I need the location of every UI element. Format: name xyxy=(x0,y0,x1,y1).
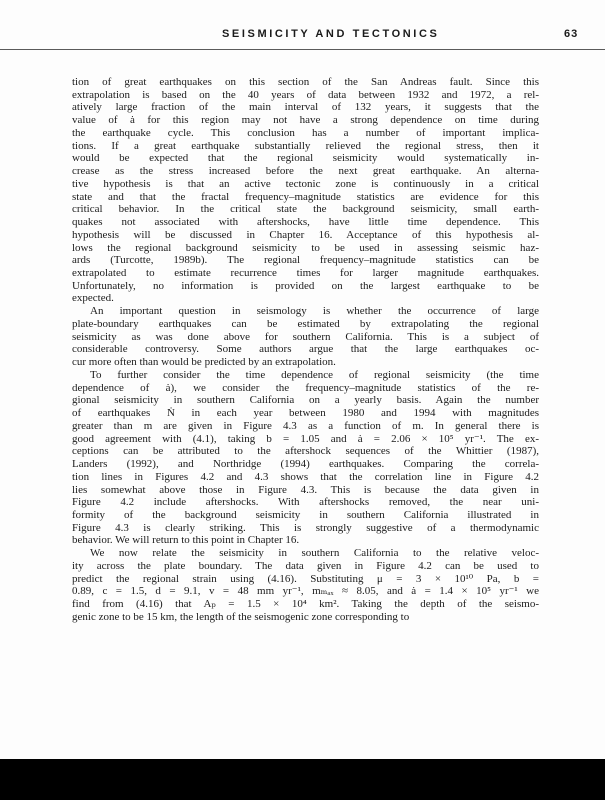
text-line: ity across the plate boundary. The data given in Figure 4.2 can be used to xyxy=(72,559,539,572)
text-line: crease as the stress increased before the next great earthquake. An alterna- xyxy=(72,165,539,178)
paragraph xyxy=(72,547,539,623)
text-line: of earthquakes Ṅ in each year between 1980 and 1994 with magnitudes xyxy=(72,407,539,420)
text-line: tion of great earthquakes on this section of the San Andreas fault. Since this xyxy=(72,76,539,88)
text-line: behavior. We will return to this point in Chapter 16. xyxy=(72,534,300,547)
paragraph xyxy=(72,305,539,369)
text-line: tions. If a great earthquake substantially relieved the regional stress, then it xyxy=(72,139,539,152)
text-line: critical behavior. In the critical state the background seismicity, small earth- xyxy=(72,203,539,216)
text-line: state and that the fractal frequency–magnitude statistics are evidence for this xyxy=(72,190,539,203)
text-line: dependence of ȧ), we consider the frequency–magnitude statistics of the re- xyxy=(72,381,539,394)
text-line: good agreement with (4.1), taking b = 1.05 and ȧ = 2.06 × 10⁵ yr⁻¹. The ex- xyxy=(72,432,539,445)
text-line: quakes not associated with aftershocks, have little time dependence. This xyxy=(72,216,539,229)
text-line: atively large fraction of the main interval of 132 years, it suggests that the xyxy=(72,101,539,114)
text-line: would be expected that the regional seismicity would systematically in- xyxy=(72,152,539,165)
paragraph xyxy=(72,369,539,547)
text-line: To further consider the time dependence of regional seismicity (the time xyxy=(90,368,539,381)
paragraph xyxy=(72,76,539,305)
text-line: An important question in seismology is whether the occurrence of large xyxy=(90,305,539,318)
text-line: Figure 4.2 include aftershocks. With aftershocks removed, the near uni- xyxy=(72,496,539,509)
text-line: lows the regional background seismicity to be used in assessing seismic haz- xyxy=(72,241,539,254)
text-line: find from (4.16) that Aₚ = 1.5 × 10⁴ km². Taking the depth of the seismo- xyxy=(72,598,539,611)
text-line: ceptions can be attributed to the aftershock sequences of the Whittier (1987), xyxy=(72,445,539,458)
header-rule xyxy=(0,49,605,50)
text-line: tive hypothesis is that an active tectonic zone is continuously in a critical xyxy=(72,177,539,190)
text-line: plate-boundary earthquakes can be estimated by extrapolating the regional xyxy=(72,317,539,330)
text-line: 0.89, c = 1.5, d = 9.1, v = 48 mm yr⁻¹, mₘₐₓ ≈ 8.05, and ȧ = 1.4 × 10⁵ yr⁻¹ we xyxy=(72,585,539,598)
text-line: predict the regional strain using (4.16). Substituting μ = 3 × 10¹⁰ Pa, b = xyxy=(72,572,539,585)
text-line: greater than m are given in Figure 4.3 as a function of m. In general there is xyxy=(72,419,539,432)
text-line: Figure 4.3 is clearly striking. This is strongly suggestive of a thermodynamic xyxy=(72,521,539,534)
page-number: 63 xyxy=(564,28,579,40)
running-header xyxy=(0,28,605,44)
text-line: cur more often than would be predicted by an extrapolation. xyxy=(72,356,336,369)
text-line: Landers (1992), and Northridge (1994) earthquakes. Comparing the correla- xyxy=(72,458,539,471)
text-line: the earthquake cycle. This conclusion has a number of important implica- xyxy=(72,126,539,139)
text-line: extrapolation is based on the 40 years of data between 1932 and 1972, a rel- xyxy=(72,88,539,101)
text-line: hypothesis will be discussed in Chapter 16. Acceptance of this hypothesis al- xyxy=(72,228,539,241)
text-line: gional seismicity in southern California on a yearly basis. Again the number xyxy=(72,394,539,407)
text-line: seismicity as was done above for southern California. This is a subject of xyxy=(72,330,539,343)
text-line: expected. xyxy=(72,292,114,305)
text-line: We now relate the seismicity in southern California to the relative veloc- xyxy=(90,547,539,560)
text-line: formity of the background seismicity in southern California illustrated in xyxy=(72,508,539,521)
text-line: considerable controversy. Some authors argue that the large earthquakes oc- xyxy=(72,343,539,356)
text-line: value of ȧ for this region may not have a strong dependence on time during xyxy=(72,114,539,127)
running-title: SEISMICITY AND TECTONICS xyxy=(222,28,440,40)
text-line: ards (Turcotte, 1989b). The regional frequency–magnitude statistics can be xyxy=(72,254,539,267)
text-line: Unfortunately, no information is provided on the largest earthquake to be xyxy=(72,279,539,292)
text-line: extrapolated to estimate recurrence times for larger magnitude earthquakes. xyxy=(72,267,539,280)
text-line: genic zone to be 15 km, the length of the seismogenic zone corresponding to xyxy=(72,610,410,623)
text-line: tion lines in Figures 4.2 and 4.3 shows that the correlation line in Figure 4.2 xyxy=(72,470,539,483)
body-text xyxy=(72,76,539,624)
scan-bottom-border xyxy=(0,759,605,800)
text-line: lies somewhat above those in Figure 4.3. This is because the data given in xyxy=(72,483,539,496)
